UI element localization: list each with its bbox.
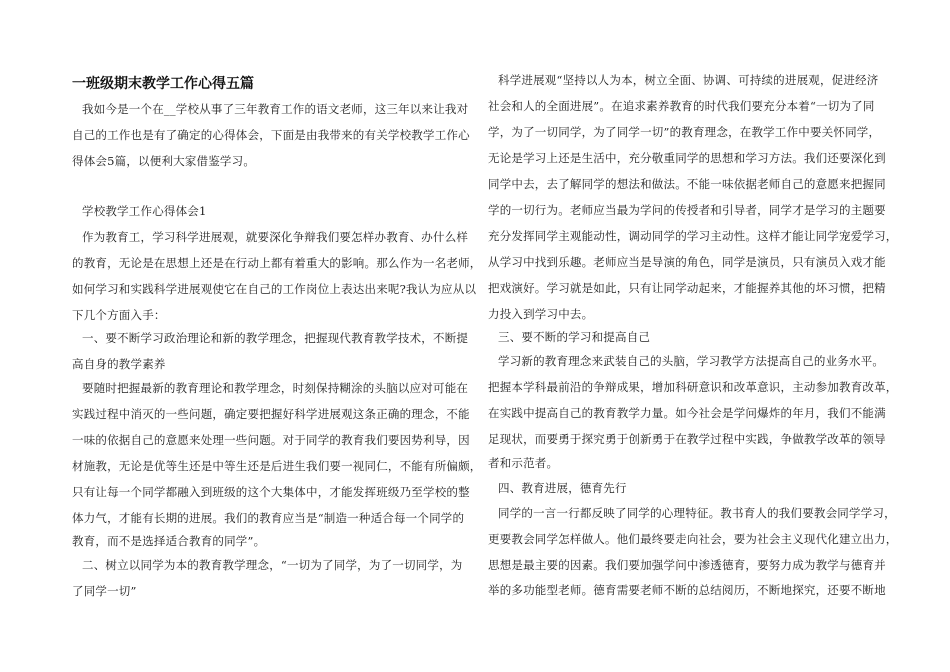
section-heading: 四、教育进展，德育先行 xyxy=(498,481,627,495)
document-title: 一班级期末教学工作心得五篇 xyxy=(72,76,254,92)
paragraph-line: 从学习中找到乐趣。老师应当是导演的角色，同学是演员，只有演员入戏才能 xyxy=(488,255,886,269)
paragraph-line: 二、树立以同学为本的教育教学理念，“一切为了同学，为了一切同学，为 xyxy=(82,558,463,572)
paragraph-line: 得体会5篇，以便利大家借鉴学习。 xyxy=(72,154,256,168)
paragraph-line: 自己的工作也是有了确定的心得体会，下面是由我带来的有关学校教学工作心 xyxy=(72,128,470,142)
paragraph-line: 了同学一切” xyxy=(72,584,137,598)
paragraph-line: 材施教，无论是优等生还是中等生还是后进生我们要一视同仁，不能有所偏颇， xyxy=(72,459,482,473)
paragraph-line: 要随时把握最新的教育理论和教学理念，时刻保持糊涂的头脑以应对可能在 xyxy=(82,381,469,395)
paragraph-line: 举的多功能型老师。德育需要老师不断的总结阅历，不断地探究，还要不断地 xyxy=(488,583,886,597)
paragraph-line: 我如今是一个在__学校从事了三年教育工作的语文老师，这三年以来让我对 xyxy=(82,102,469,116)
paragraph-line: 一味的依据自己的意愿来处理一些问题。对于同学的教育我们要因势利导，因 xyxy=(72,433,470,447)
paragraph-line: 一、要不断学习政治理论和新的教学理念，把握现代教育教学技术，不断提 xyxy=(82,331,469,345)
paragraph-line: 无论是学习上还是生活中，充分敬重同学的思想和学习方法。我们还要深化到 xyxy=(488,151,886,165)
paragraph-line: 在实践中提高自己的教育教学力量。如今社会是学问爆炸的年月，我们不能满 xyxy=(488,406,886,420)
paragraph-line: 力投入到学习中去。 xyxy=(488,307,594,321)
paragraph-line: 作为教育工，学习科学进展观，就要深化争辩我们要怎样办教育、办什么样 xyxy=(82,230,469,244)
paragraph-line: 学，为了一切同学，为了同学一切”的教育理念，在教学工作中要关怀同学， xyxy=(488,125,881,139)
paragraph-line: 只有让每一个同学都融入到班级的这个大集体中，才能发挥班级乃至学校的整 xyxy=(72,485,470,499)
paragraph-line: 学习新的教育理念来武装自己的头脑，学习教学方法提高自己的业务水平。 xyxy=(498,354,885,368)
paragraph-line: 充分发挥同学主观能动性，调动同学的学习主动性。这样才能让同学宠爱学习， xyxy=(488,229,898,243)
paragraph-line: 教育，而不是选择适合教育的同学”。 xyxy=(72,534,266,548)
paragraph-line: 思想是最主要的因素。我们要加强学问中渗透德育，要努力成为教学与德育并 xyxy=(488,558,886,572)
paragraph-line: 同学的一言一行都反映了同学的心理特征。教书育人的我们要教会同学学习， xyxy=(498,506,896,520)
paragraph-line: 足现状，而要勇于探究勇于创新勇于在教学过程中实践，争做教学改革的领导 xyxy=(488,432,886,446)
section-heading: 学校教学工作心得体会1 xyxy=(82,204,207,218)
paragraph-line: 体力气，才能有长期的进展。我们的教育应当是“制造一种适合每一个同学的 xyxy=(72,511,465,525)
paragraph-line: 高自身的教学素养 xyxy=(72,357,166,371)
paragraph-line: 的教育，无论是在思想上还是在行动上都有着重大的影响。那么作为一名老师， xyxy=(72,256,482,270)
paragraph-line: 把握本学科最前沿的争辩成果，增加科研意识和改革意识，主动参加教育改革， xyxy=(488,380,898,394)
paragraph-line: 者和示范者。 xyxy=(488,456,559,470)
paragraph-line: 把戏演好。学习就是如此，只有让同学动起来，才能握养其他的坏习惯，把精 xyxy=(488,281,886,295)
paragraph-line: 学的一切行为。老师应当最为学问的传授者和引导者，同学才是学习的主题要 xyxy=(488,203,886,217)
paragraph-line: 实践过程中消灭的一些问题，确定要把握好科学进展观这条正确的理念，不能 xyxy=(72,407,470,421)
paragraph-line: 下几个方面入手： xyxy=(72,308,166,322)
paragraph-line: 社会和人的全面进展”。在追求素养教育的时代我们要充分本着“一切为了同 xyxy=(488,99,875,113)
paragraph-line: 同学中去，去了解同学的想法和做法。不能一味依据老师自己的意愿来把握同 xyxy=(488,177,886,191)
paragraph-line: 科学进展观“坚持以人为本，树立全面、协调、可持续的进展观，促进经济 xyxy=(498,73,879,87)
paragraph-line: 如何学习和实践科学进展观使它在自己的工作岗位上表达出来呢?我认为应从以 xyxy=(72,282,477,296)
section-heading: 三、要不断的学习和提高自己 xyxy=(498,330,651,344)
paragraph-line: 更要教会同学怎样做人。他们最终要走向社会，要为社会主义现代化建立出力， xyxy=(488,532,898,546)
